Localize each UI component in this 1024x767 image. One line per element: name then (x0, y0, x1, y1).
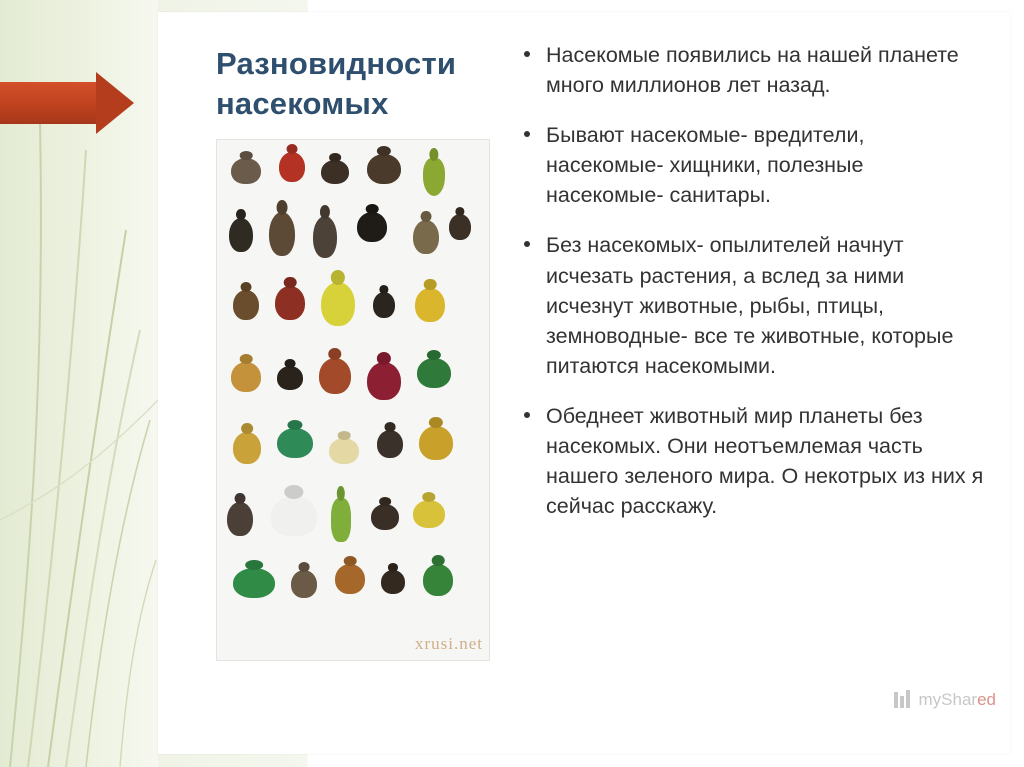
list-item (518, 401, 984, 521)
orange-arrow-graphic (0, 72, 140, 134)
list-item-text: Бывают насекомые- вредители, насекомые- хищники, полезные насекомые- санитары. (546, 123, 865, 208)
bullet-dot-icon (524, 131, 530, 137)
watermark-prefix: myShar (918, 690, 978, 709)
arrow-body (0, 82, 98, 124)
bullet-list (518, 40, 984, 521)
page-title: Разновидности насекомых (216, 46, 457, 122)
list-item-text: Без насекомых- опылителей начнут исчезать растения, а вслед за ними исчезнут животные, рыбы, птицы, земноводные- все те животные, которые питаются насекомыми. (546, 233, 954, 378)
list-item (518, 40, 984, 100)
watermark-suffix: ed (977, 690, 996, 709)
left-column (158, 12, 510, 754)
bullet-dot-icon (524, 412, 530, 418)
list-item (518, 120, 984, 210)
photo-watermark: xrusi.net (414, 633, 483, 653)
list-item-text: Обеднеет животный мир планеты без насекомых. Они неотъемлемая часть нашего зеленого мира. О некотрых из них я сейчас расскажу. (546, 403, 984, 519)
right-column (510, 12, 1010, 754)
list-item-text: Насекомые появились на нашей планете много миллионов лет назад. (546, 43, 959, 98)
bullet-dot-icon (524, 241, 530, 247)
bullet-dot-icon (524, 51, 530, 57)
insect-varieties-photo (216, 139, 490, 661)
arrow-head-icon (96, 72, 134, 134)
list-item (518, 230, 984, 380)
slide-content-card (158, 12, 1010, 754)
